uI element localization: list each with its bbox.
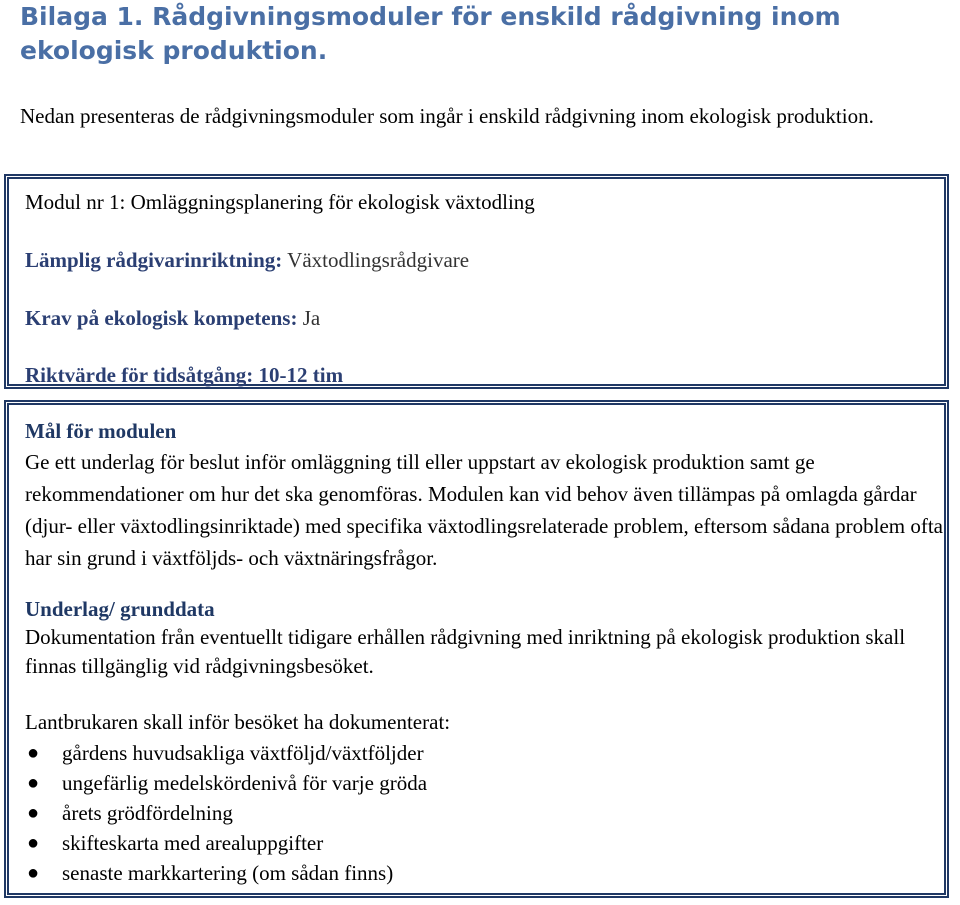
field-time-estimate [25,360,343,390]
list-intro: Lantbrukaren skall inför besöket ha dokumenterat: [25,710,451,734]
field-value: Ja [302,306,321,330]
bullet-icon: ● [27,832,40,854]
field-label: Riktvärde för tidsåtgång: 10-12 tim [25,363,344,387]
document-heading: Bilaga 1. Rådgivningsmoduler för enskild rådgivning inom ekologisk produktion. [20,2,841,65]
documentation-list [25,738,427,888]
list-item: ● årets grödfördelning [25,798,427,828]
field-label: Krav på ekologisk kompetens: [25,306,298,330]
field-value: Växtodlingsrådgivare [287,248,470,272]
bullet-icon: ● [27,772,40,794]
goal-text: Ge ett underlag för beslut inför omläggning till eller uppstart av ekologisk produktion samt ge rekommendationer om hur det ska genomföras. Modulen kan vid behov även tillämpas på omlagda gårdar (djur- eller växtodlingsinriktade) med specifika växtodlingsrelaterade problem, eftersom sådana problem ofta har sin grund i växtföljds- och växtnäringsfrågor. [25,450,944,570]
field-competence [25,303,320,333]
bullet-icon: ● [27,742,40,764]
list-item: ● gårdens huvudsakliga växtföljd/växtföljder [25,738,427,768]
basis-text: Dokumentation från eventuellt tidigare erhållen rådgivning med inriktning på ekologisk produktion skall finnas tillgänglig vid rådgivningsbesöket. [25,625,906,678]
bullet-icon: ● [27,802,40,824]
module-header-box [4,174,949,389]
bullet-icon: ● [27,862,40,884]
module-content-box [4,400,949,898]
list-item: ● senaste markkartering (om sådan finns) [25,858,427,888]
module-title: Modul nr 1: Omläggningsplanering för ekologisk växtodling [25,190,535,214]
basis-heading: Underlag/ grunddata [25,597,215,621]
list-item: ● ungefärlig medelskördenivå för varje gröda [25,768,427,798]
goal-heading: Mål för modulen [25,419,177,443]
field-label: Lämplig rådgivarinriktning: [25,248,283,272]
field-advisor-orientation [25,245,469,275]
intro-text: Nedan presenteras de rådgivningsmoduler som ingår i enskild rådgivning inom ekologisk produktion. [20,104,874,128]
list-item: ● skifteskarta med arealuppgifter [25,828,427,858]
